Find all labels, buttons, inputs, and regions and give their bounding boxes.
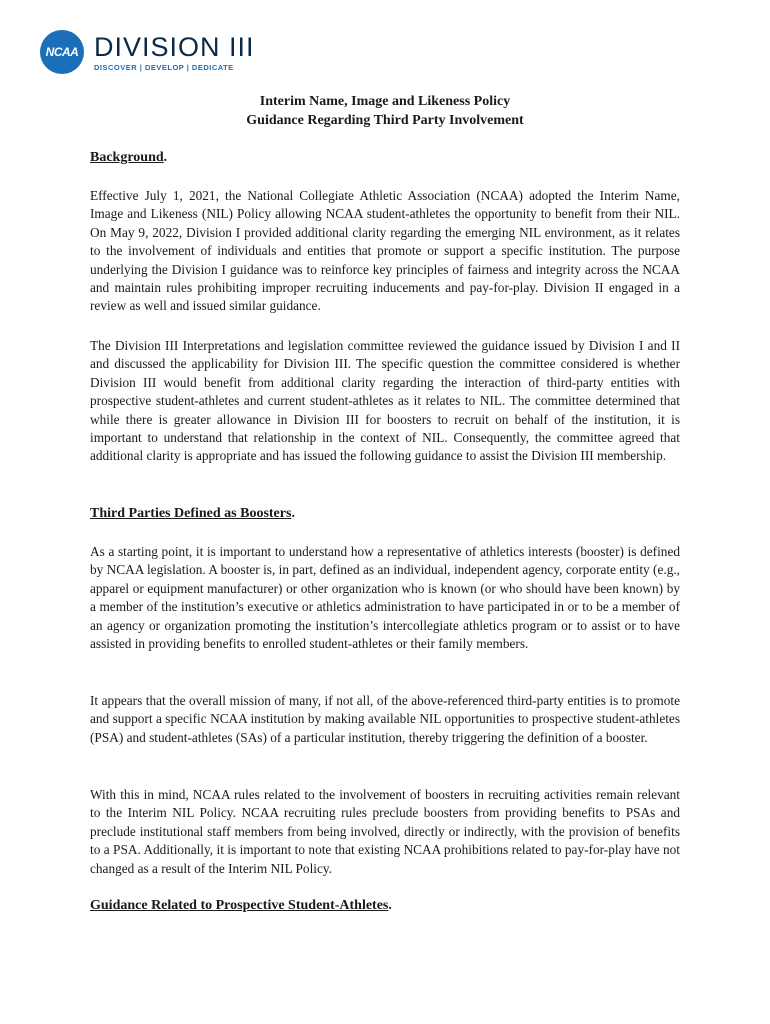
heading-third-parties-text: Third Parties Defined as Boosters: [90, 506, 292, 521]
heading-background: Background.: [90, 150, 168, 165]
ncaa-division-iii-logo: [40, 30, 255, 74]
ncaa-logo-text: NCAA: [45, 45, 79, 59]
paragraph-background-1: Effective July 1, 2021, the National Collegiate Athletic Association (NCAA) adopted the Interim Name, Image and Likeness (NIL) Policy allowing NCAA student-athletes the opportunity to benefit from their NIL. On May 9, 2022, Division I provided additional clarity regarding the emerging NIL environment, as it relates to the involvement of individuals and entities that promote or support a specific institution. The purpose underlying the Division I guidance was to reinforce key principles of fairness and integrity across the NCAA and maintain rules prohibiting improper recruiting inducements and pay-for-play. Division II engaged in a review as well and issued similar guidance.: [90, 188, 680, 314]
paragraph-background-2: The Division III Interpretations and legislation committee reviewed the guidance issued by Division I and II and discussed the applicability for Division III. The specific question the committee considered is whether Division III would benefit from additional clarity regarding the interaction of third-party entities with prospective student-athletes and current student-athletes as it relates to NIL. The committee determined that while there is greater allowance in Division III for boosters to recruit on behalf of the institution, it is important to understand that relationship in the context of NIL. Consequently, the committee agreed that additional clarity is appropriate and has issued the following guidance to assist the Division III membership.: [90, 338, 680, 464]
heading-background-text: Background: [90, 150, 164, 165]
heading-third-parties: Third Parties Defined as Boosters.: [90, 506, 295, 521]
heading-guidance-psa-text: Guidance Related to Prospective Student-Athletes: [90, 898, 389, 913]
document-title-line1: Interim Name, Image and Likeness Policy: [259, 94, 511, 109]
logo-wordmark: [94, 33, 255, 72]
heading-guidance-psa: Guidance Related to Prospective Student-Athletes.: [90, 898, 392, 913]
paragraph-third-parties-3: With this in mind, NCAA rules related to the involvement of boosters in recruiting activities remain relevant to the Interim NIL Policy. NCAA recruiting rules preclude boosters from providing benefits to PSAs and preclude institutional staff members from being involved, directly or indirectly, with the provision of benefits to a PSA. Additionally, it is important to note that existing NCAA prohibitions related to pay-for-play have not changed as a result of the Interim NIL Policy.: [90, 787, 680, 876]
ncaa-logo-icon: [40, 30, 84, 74]
document-title-line2: Guidance Regarding Third Party Involvement: [246, 113, 524, 128]
division-title: DIVISION III: [94, 31, 255, 62]
paragraph-third-parties-1: As a starting point, it is important to understand how a representative of athletics interests (booster) is defined by NCAA legislation. A booster is, in part, defined as an individual, independent agency, corporate entity (e.g., apparel or equipment manufacturer) or other organization who is known (or who should have been known) by a member of the institution’s executive or athletics administration to have participated in or to be a member of an agency or organization promoting the institution’s intercollegiate athletics program or to assist or to have assisted in providing benefits to enrolled student-athletes or their family members.: [90, 544, 680, 652]
paragraph-third-parties-2: It appears that the overall mission of many, if not all, of the above-referenced third-party entities is to promote and support a specific NCAA institution by making available NIL opportunities to prospective student-athletes (PSA) and student-athletes (SAs) of a particular institution, thereby triggering the definition of a booster.: [90, 693, 680, 745]
tagline: DISCOVER | DEVELOP | DEDICATE: [94, 62, 234, 72]
